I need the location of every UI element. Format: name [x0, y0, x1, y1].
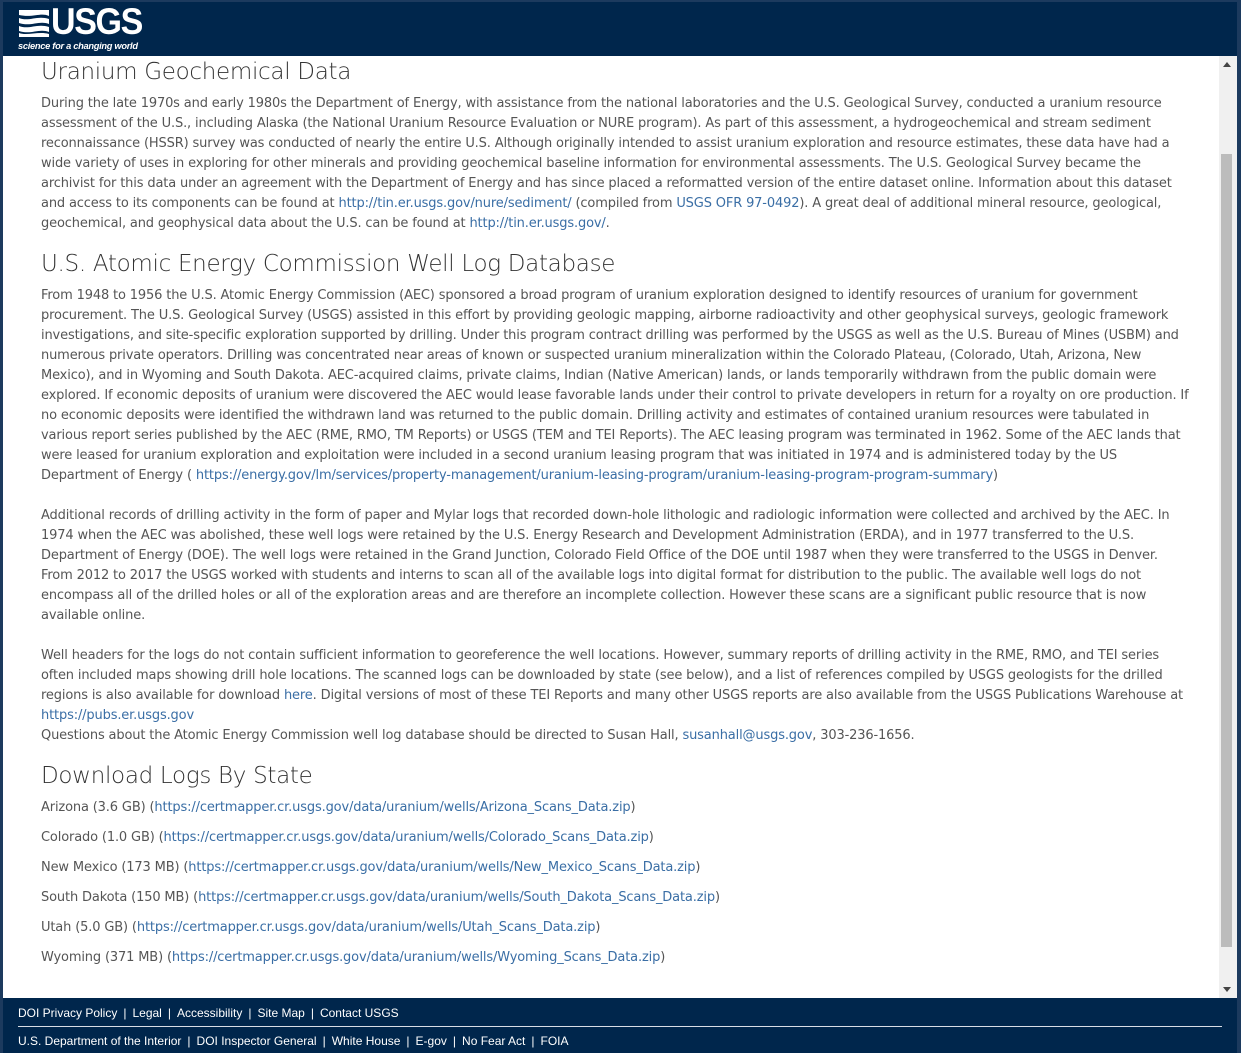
- usgs-logo[interactable]: [17, 1, 147, 53]
- download-link-arizona[interactable]: https://certmapper.cr.usgs.gov/data/uranium/wells/Arizona_Scans_Data.zip: [154, 800, 631, 815]
- text: (compiled from: [571, 196, 677, 211]
- separator: |: [310, 1006, 314, 1020]
- download-link-colorado[interactable]: https://certmapper.cr.usgs.gov/data/uranium/wells/Colorado_Scans_Data.zip: [163, 830, 649, 845]
- scroll-down-arrow-icon[interactable]: [1223, 987, 1231, 992]
- aec-paragraph-1: [41, 286, 1191, 486]
- tin-link[interactable]: http://tin.er.usgs.gov/: [469, 216, 606, 231]
- footer-link-accessibility[interactable]: Accessibility: [176, 1006, 243, 1020]
- download-item-south-dakota: [41, 888, 1191, 908]
- footer-link-white-house[interactable]: White House: [331, 1034, 401, 1048]
- separator: |: [248, 1006, 252, 1020]
- site-header: [3, 2, 1237, 56]
- download-item-utah: [41, 918, 1191, 938]
- text: During the late 1970s and early 1980s the Department of Energy, with assistance from the national laboratories and the U.S. Geological Survey, conducted a uranium resource assessment of the U.S., including Alaska (the National Uranium Resource Evaluation or NURE program). As part of this assessment, a hydrogeochemical and stream sediment reconnaissance (HSSR) survey was conducted of nearly the entire U.S. Although originally intended to assist uranium exploration and resource estimates, these data have had a wide variety of uses in exploring for other minerals and providing geochemical baseline information for environmental assessments. The U.S. Geological Survey became the archivist for this data under an agreement with the Department of Energy and has since placed a reformatted version of the entire dataset online. Information about this dataset and access to its components can be found at: [41, 96, 1172, 211]
- usgs-wave-icon: [17, 7, 51, 37]
- text: Well headers for the logs do not contain sufficient information to georeference the well locations. However, summary reports of drilling activity in the RME, RMO, and TEI series often included maps showing drill hole locations. The scanned logs can be downloaded by state (see below), and a list of references compiled by USGS geologists for the drilled regions is also available for download: [41, 648, 1163, 703]
- aec-paragraph-2: Additional records of drilling activity in the form of paper and Mylar logs that recorded down-hole lithologic and radiologic information were collected and archived by the AEC. In 1974 when the AEC was abolished, these well logs were retained by the U.S. Energy Research and Development Administration (ERDA), and in 1977 transferred to the U.S. Department of Energy (DOE). The well logs were retained in the Grand Junction, Colorado Field Office of the DOE until 1987 when they were transferred to the USGS in Denver. From 2012 to 2017 the USGS worked with students and interns to scan all of the available logs into digital format for distribution to the public. The available well logs do not encompass all of the drilled holes or all of the exploration areas and are therefore an incomplete collection. However these scans are a significant public resource that is now available online.: [41, 508, 1170, 623]
- state-label: New Mexico (173 MB) (: [41, 860, 189, 875]
- text: ): [660, 950, 666, 965]
- section-title-uranium: Uranium Geochemical Data: [41, 59, 352, 85]
- download-link-new-mexico[interactable]: https://certmapper.cr.usgs.gov/data/uranium/wells/New_Mexico_Scans_Data.zip: [188, 860, 696, 875]
- aec-paragraph-3: [41, 646, 1191, 746]
- text: . Digital versions of most of these TEI Reports and many other USGS reports are also available from the USGS Publications Warehouse at: [312, 688, 1183, 703]
- text: ): [695, 860, 701, 875]
- footer-links-row-2: [18, 1034, 569, 1048]
- separator: |: [167, 1006, 171, 1020]
- energy-gov-link[interactable]: https://energy.gov/lm/services/property-management/uranium-leasing-program/uranium-leasing-program-program-summary: [195, 468, 994, 483]
- text: ): [630, 800, 636, 815]
- footer-link-legal[interactable]: Legal: [132, 1006, 162, 1020]
- section-title-downloads: Download Logs By State: [41, 763, 313, 789]
- download-item-colorado: [41, 828, 1191, 848]
- text: From 1948 to 1956 the U.S. Atomic Energy Commission (AEC) sponsored a broad program of uranium exploration designed to identify resources of uranium for government procurement. The U.S. Geological Survey (USGS) assisted in this effort by providing geologic mapping, airborne radioactivity and other geophysical surveys, geologic framework investigations, and site-specific exploration supported by drilling. Under this program contract drilling was performed by the USGS as well as the U.S. Bureau of Mines (USBM) and numerous private operators. Drilling was concentrated near areas of known or suspected uranium mineralization within the Colorado Plateau, (Colorado, Utah, Arizona, New Mexico), and in Wyoming and South Dakota. AEC-acquired claims, private claims, Indian (Native American) lands, or lands temporarily withdrawn from the public domain were explored. If economic deposits of uranium were discovered the AEC would lease favorable lands under their control to private developers in return for a royalty on ore production. If no economic deposits were identified the withdrawn land was returned to the public domain. Drilling activity and estimates of contained uranium resources were tabulated in various report series published by the AEC (RME, RMO, TM Reports) or USGS (TEM and TEI Reports). The AEC leasing program was terminated in 1962. Some of the AEC lands that were leased for uranium exploration and exploitation were included in a second uranium leasing program that was initiated in 1974 and is administered today by the US Department of Energy (: [41, 288, 1189, 483]
- text: Questions about the Atomic Energy Commission well log database should be directed to Susan Hall,: [41, 728, 683, 743]
- logo-wordmark: USGS: [51, 1, 142, 42]
- text: ). A great deal of additional mineral resource, geological, geochemical, and geophysical data about the U.S. can be found at: [41, 196, 1162, 231]
- email-link[interactable]: susanhall@usgs.gov: [682, 728, 813, 743]
- footer-link-doi[interactable]: U.S. Department of the Interior: [18, 1034, 182, 1048]
- nure-link[interactable]: http://tin.er.usgs.gov/nure/sediment/: [338, 196, 572, 211]
- references-here-link[interactable]: here: [283, 688, 313, 703]
- main-content: [3, 56, 1219, 998]
- state-label: South Dakota (150 MB) (: [41, 890, 199, 905]
- footer-divider: [18, 1026, 1222, 1027]
- separator: |: [452, 1034, 457, 1048]
- separator: |: [531, 1034, 535, 1048]
- footer-link-no-fear-act[interactable]: No Fear Act: [462, 1034, 526, 1048]
- ofr-link[interactable]: USGS OFR 97-0492: [676, 196, 800, 211]
- footer-link-inspector-general[interactable]: DOI Inspector General: [196, 1034, 317, 1048]
- download-list: [41, 798, 1191, 968]
- text: ): [993, 468, 998, 483]
- separator: |: [322, 1034, 326, 1048]
- download-link-utah[interactable]: https://certmapper.cr.usgs.gov/data/uranium/wells/Utah_Scans_Data.zip: [136, 920, 596, 935]
- pubs-warehouse-link[interactable]: https://pubs.er.usgs.gov: [41, 708, 194, 723]
- site-footer: [3, 998, 1237, 1053]
- state-label: Wyoming (371 MB) (: [41, 950, 172, 965]
- state-label: Colorado (1.0 GB) (: [41, 830, 164, 845]
- logo-tagline: science for a changing world: [18, 41, 138, 51]
- text: ): [595, 920, 601, 935]
- download-item-wyoming: [41, 948, 1191, 968]
- separator: |: [187, 1034, 191, 1048]
- footer-link-egov[interactable]: E-gov: [415, 1034, 447, 1048]
- footer-link-foia[interactable]: FOIA: [540, 1034, 569, 1048]
- separator: |: [123, 1006, 127, 1020]
- text: ): [714, 890, 720, 905]
- browser-viewport: [3, 2, 1237, 1053]
- footer-link-doi-privacy[interactable]: DOI Privacy Policy: [18, 1006, 118, 1020]
- footer-links-row-1: [18, 1006, 399, 1020]
- download-item-arizona: [41, 798, 1191, 818]
- footer-link-site-map[interactable]: Site Map: [257, 1006, 305, 1020]
- text: ): [648, 830, 654, 845]
- scroll-up-arrow-icon[interactable]: [1223, 62, 1231, 67]
- download-item-new-mexico: [41, 858, 1191, 878]
- state-label: Utah (5.0 GB) (: [41, 920, 137, 935]
- section-title-aec: U.S. Atomic Energy Commission Well Log Database: [41, 251, 616, 277]
- separator: |: [406, 1034, 410, 1048]
- scrollbar-thumb[interactable]: [1221, 154, 1232, 947]
- text: , 303-236-1656.: [812, 728, 915, 743]
- footer-link-contact[interactable]: Contact USGS: [319, 1006, 399, 1020]
- download-link-wyoming[interactable]: https://certmapper.cr.usgs.gov/data/uranium/wells/Wyoming_Scans_Data.zip: [171, 950, 661, 965]
- state-label: Arizona (3.6 GB) (: [41, 800, 155, 815]
- download-link-south-dakota[interactable]: https://certmapper.cr.usgs.gov/data/uranium/wells/South_Dakota_Scans_Data.zip: [198, 890, 715, 905]
- text: .: [605, 216, 610, 231]
- uranium-paragraph: [41, 94, 1191, 234]
- vertical-scrollbar[interactable]: [1219, 56, 1237, 998]
